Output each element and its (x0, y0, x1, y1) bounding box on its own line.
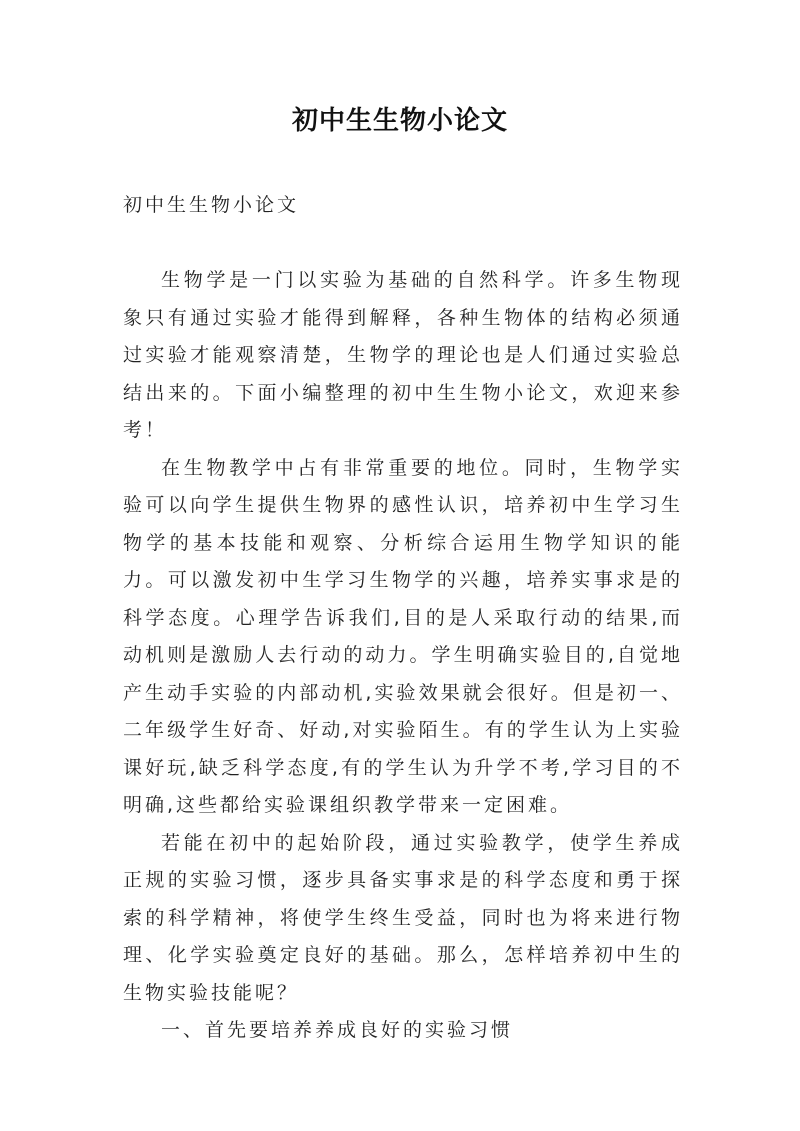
paragraph-importance: 在生物教学中占有非常重要的地位。同时，生物学实验可以向学生提供生物界的感性认识，培养初中生学习生物学的基本技能和观察、分析综合运用生物学知识的能力。可以激发初中生学习生物学的兴趣，培养实事求是的科学态度。心理学告诉我们,目的是人采取行动的结果,而动机则是激励人去行动的动力。学生明确实验目的,自觉地产生动手实验的内部动机,实验效果就会很好。但是初一、二年级学生好奇、好动,对实验陌生。有的学生认为上实验课好玩,缺乏科学态度,有的学生认为升学不考,学习目的不明确,这些都给实验课组织教学带来一定困难。 (123, 456, 683, 816)
paragraph-intro: 生物学是一门以实验为基础的自然科学。许多生物现象只有通过实验才能得到解释，各种生物体的结构必须通过实验才能观察清楚，生物学的理论也是人们通过实验总结出来的。下面小编整理的初中生生物小论文，欢迎来参考！ (123, 269, 683, 441)
paragraph-habits: 若能在初中的起始阶段，通过实验教学，使学生养成正规的实验习惯，逐步具备实事求是的科学态度和勇于探索的科学精神，将使学生终生受益，同时也为将来进行物理、化学实验奠定良好的基础。那么，怎样培养初中生的生物实验技能呢？ (123, 831, 683, 1004)
document-subtitle: 初中生生物小论文 (123, 194, 300, 216)
section-heading-1: 一、首先要培养养成良好的实验习惯 (161, 1019, 514, 1041)
document-title: 初中生生物小论文 (291, 106, 508, 136)
document-body (123, 262, 683, 1050)
